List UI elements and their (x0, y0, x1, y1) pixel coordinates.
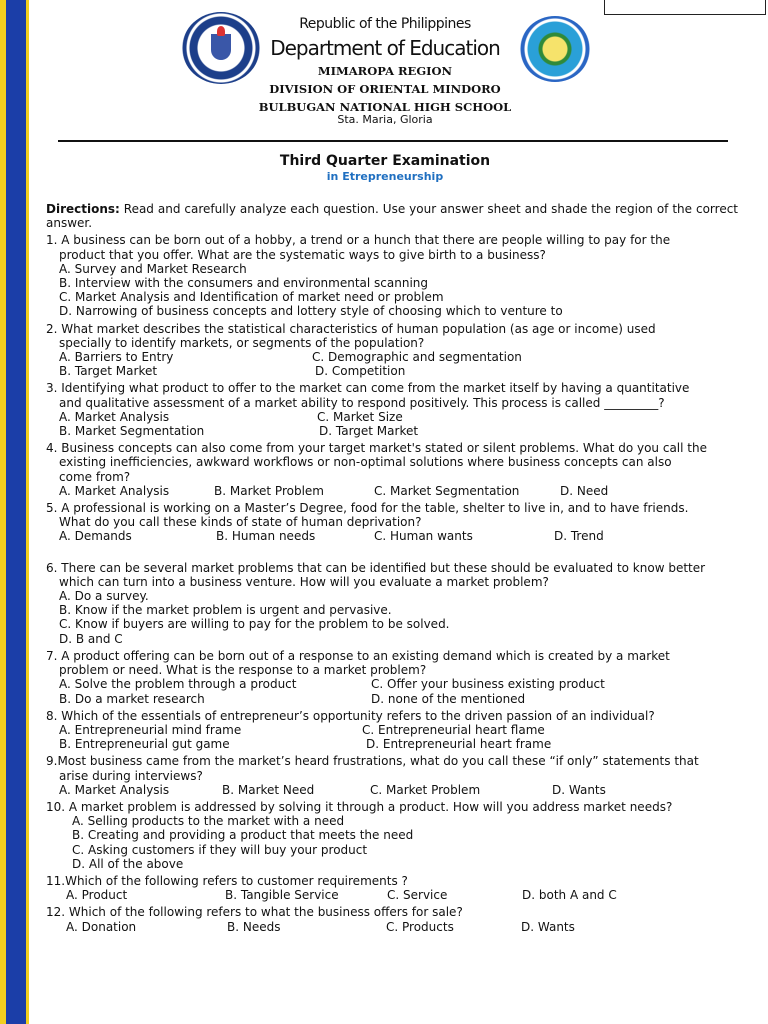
option: A. Solve the problem through a product (59, 677, 297, 692)
option-row (46, 424, 738, 438)
option-row (46, 350, 738, 364)
location-heading: Sta. Maria, Gloria (337, 113, 433, 126)
option: C. Market Segmentation (374, 483, 520, 498)
question-line: 11.Which of the following refers to customer requirements ? (46, 873, 408, 888)
question-8 (46, 709, 738, 752)
question-line: 6. There can be several market problems that can be identified but these should be evaluated to know better (46, 560, 706, 575)
option: D. Wants (552, 782, 606, 797)
question-line: 5. A professional is working on a Master’s Degree, food for the table, shelter to live in, and to have friends. (46, 501, 689, 516)
question-line: specially to identify markets, or segments of the population? (59, 335, 425, 350)
question-line: What do you call these kinds of state of human deprivation? (59, 515, 422, 530)
option: D. Trend (554, 529, 604, 544)
option: A. Demands (59, 529, 132, 544)
question-11 (46, 874, 738, 902)
option: D. Wants (521, 919, 575, 934)
option: B. Market Need (222, 782, 315, 797)
option: C. Asking customers if they will buy your product (72, 842, 368, 857)
question-2 (46, 322, 738, 379)
option: A. Product (66, 888, 128, 903)
question-line: which can turn into a business venture. How will you evaluate a market problem? (59, 574, 549, 589)
option: C. Market Size (317, 409, 403, 424)
option: D. Narrowing of business concepts and lottery style of choosing which to venture to (59, 304, 563, 319)
question-line: 10. A market problem is addressed by solving it through a product. How will you address market needs? (46, 799, 673, 814)
option: B. Know if the market problem is urgent and pervasive. (59, 603, 392, 618)
question-3 (46, 381, 738, 438)
question-line: and qualitative assessment of a market ability to respond positively. This process is called _________? (59, 395, 665, 410)
directions-label: Directions: (46, 202, 120, 216)
question-9 (46, 754, 738, 797)
question-line: 7. A product offering can be born out of a response to an existing demand which is created by a market (46, 648, 670, 663)
option: C. Demographic and segmentation (312, 350, 522, 365)
exam-body (46, 202, 738, 934)
option: A. Barriers to Entry (59, 350, 174, 365)
option: D. All of the above (72, 856, 184, 871)
option: B. Entrepreneurial gut game (59, 737, 230, 752)
question-line: product that you offer. What are the systematic ways to give birth to a business? (59, 247, 546, 262)
header-rule (58, 140, 728, 142)
question-line: 12. Which of the following refers to what the business offers for sale? (46, 905, 463, 920)
question-line: 2. What market describes the statistical characteristics of human population (as age or income) used (46, 321, 656, 336)
department-heading: Department of Education (270, 36, 500, 60)
option: B. Creating and providing a product that meets the need (72, 828, 414, 843)
option-row (46, 737, 738, 751)
option: A. Entrepreneurial mind frame (59, 722, 242, 737)
left-border-blue (6, 0, 26, 1024)
option: B. Needs (227, 919, 281, 934)
option: B. Do a market research (59, 691, 205, 706)
option: A. Market Analysis (59, 782, 170, 797)
option-row (46, 484, 738, 498)
exam-title: Third Quarter Examination (279, 153, 491, 169)
option-row (46, 920, 738, 934)
left-border-yellow-inner (26, 0, 29, 1024)
option: C. Market Problem (370, 782, 481, 797)
option: A. Selling products to the market with a need (72, 814, 345, 829)
option-row (46, 529, 738, 543)
question-line: 3. Identifying what product to offer to the market can come from the market itself by having a quantitative (46, 381, 690, 396)
question-1 (46, 233, 738, 318)
directions (46, 202, 738, 230)
option: B. Interview with the consumers and environmental scanning (59, 276, 429, 291)
question-5 (46, 501, 738, 544)
option: B. Target Market (59, 364, 158, 379)
option: C. Know if buyers are willing to pay for the problem to be solved. (59, 617, 450, 632)
option: C. Human wants (374, 529, 473, 544)
option: A. Donation (66, 919, 137, 934)
option: D. Target Market (319, 424, 419, 439)
option-row (46, 677, 738, 691)
option: A. Do a survey. (59, 589, 149, 604)
option: B. Market Problem (214, 483, 324, 498)
question-7 (46, 649, 738, 706)
option: D. Need (560, 483, 609, 498)
option-row (46, 692, 738, 706)
question-line: 8. Which of the essentials of entrepreneur’s opportunity refers to the driven passion of an individual? (46, 708, 655, 723)
name-box (604, 0, 766, 15)
option: A. Market Analysis (59, 409, 170, 424)
region-heading: MIMAROPA REGION (317, 64, 453, 78)
option: D. both A and C (522, 888, 617, 903)
option-row (46, 364, 738, 378)
option: D. B and C (59, 631, 123, 646)
question-12 (46, 905, 738, 933)
directions-text: Read and carefully analyze each question. Use your answer sheet and shade the region of the correct answer. (46, 202, 738, 231)
option-row (46, 783, 738, 797)
option: D. none of the mentioned (371, 691, 526, 706)
option: B. Market Segmentation (59, 424, 205, 439)
question-10 (46, 800, 738, 871)
option: D. Entrepreneurial heart frame (366, 737, 552, 752)
option: B. Human needs (216, 529, 316, 544)
republic-heading: Republic of the Philippines (299, 16, 471, 32)
option: C. Entrepreneurial heart flame (362, 722, 545, 737)
option: C. Market Analysis and Identification of market need or problem (59, 290, 444, 305)
question-line: 9.Most business came from the market’s heard frustrations, what do you call these “if only” statements that (46, 754, 699, 769)
option: C. Products (386, 919, 454, 934)
question-6 (46, 561, 738, 646)
option: C. Offer your business existing product (371, 677, 605, 692)
question-line: existing inefficiencies, awkward workflows or non-optimal solutions where business concepts can also (59, 455, 672, 470)
question-line: 1. A business can be born out of a hobby, a trend or a hunch that there are people willing to pay for the (46, 233, 671, 248)
option: A. Market Analysis (59, 483, 170, 498)
question-line: arise during interviews? (59, 768, 203, 783)
question-4 (46, 441, 738, 498)
option-row (46, 723, 738, 737)
question-line: problem or need. What is the response to a market problem? (59, 663, 427, 678)
school-heading: BULBUGAN NATIONAL HIGH SCHOOL (258, 100, 512, 114)
exam-subject: in Etrepreneurship (326, 170, 444, 183)
option-row (46, 410, 738, 424)
question-line: 4. Business concepts can also come from your target market's stated or silent problems. What do you call the (46, 441, 707, 456)
option: A. Survey and Market Research (59, 261, 247, 276)
option: C. Service (387, 888, 448, 903)
option-row (46, 888, 738, 902)
option: B. Tangible Service (225, 888, 339, 903)
question-line: come from? (59, 469, 131, 484)
option: D. Competition (315, 364, 406, 379)
division-heading: DIVISION OF ORIENTAL MINDORO (269, 82, 501, 96)
